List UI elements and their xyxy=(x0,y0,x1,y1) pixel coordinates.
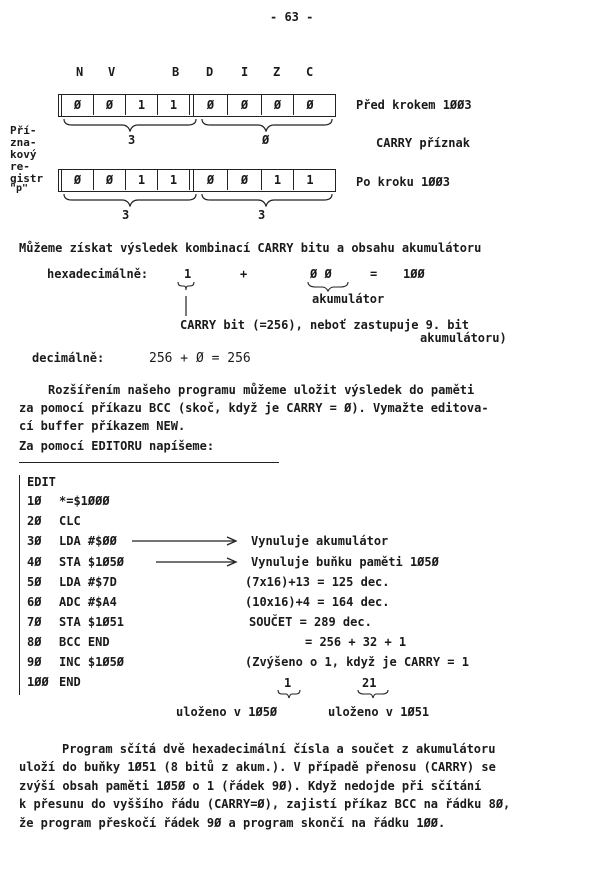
reg-before-bit-5: 1 xyxy=(126,95,158,115)
para2-line-5: že program přeskočí řádek 9Ø a program skončí na řádku 1ØØ. xyxy=(19,816,446,830)
reg-before-bit-1: Ø xyxy=(262,95,294,115)
reg-after-bit-7: Ø xyxy=(62,170,94,190)
flag-n: N xyxy=(76,65,84,79)
hex-after-left: 3 xyxy=(122,208,130,222)
flag-v: V xyxy=(108,65,116,79)
stored-label-1050: uloženo v 1Ø5Ø xyxy=(176,705,278,719)
hex-plus: + xyxy=(240,267,248,281)
hex-a: 1 xyxy=(184,267,192,281)
hex-result: 1ØØ xyxy=(403,267,425,281)
register-after xyxy=(58,169,336,192)
register-after-label: Po kroku 1ØØ3 xyxy=(356,175,450,189)
hex-before-left: 3 xyxy=(128,133,136,147)
flag-c: C xyxy=(306,65,314,79)
result-digit-b: 21 xyxy=(362,676,377,690)
note-accumulator: akumulátor xyxy=(312,292,385,306)
para1-line-2: za pomocí příkazu BCC (skoč, když je CARRY = Ø). Vymažte editova- xyxy=(19,401,489,415)
flag-z: Z xyxy=(273,65,281,79)
register-before-label: Před krokem 1ØØ3 xyxy=(356,98,472,112)
register-before xyxy=(58,94,336,117)
flag-b: B xyxy=(172,65,180,79)
hex-b: Ø Ø xyxy=(310,267,332,281)
reg-after-bit-2: Ø xyxy=(228,170,262,190)
reg-after-bit-0: 1 xyxy=(306,173,314,187)
reg-after-bit-5: 1 xyxy=(126,170,158,190)
para2-line-4: k přesunu do vyššího řádu (CARRY=Ø), zajistí příkaz BCC na řádku 8Ø, xyxy=(19,797,511,811)
hex-after-right: 3 xyxy=(258,208,266,222)
intro-line: Můžeme získat výsledek kombinací CARRY bitu a obsahu akumulátoru xyxy=(19,241,482,255)
reg-before-bit-3: Ø xyxy=(194,95,228,115)
brace-after xyxy=(62,193,334,207)
reg-after-bit-6: Ø xyxy=(94,170,126,190)
reg-before-bit-6: Ø xyxy=(94,95,126,115)
para1-line-4: Za pomocí EDITORU napíšeme: xyxy=(19,439,215,453)
hex-before-right: Ø xyxy=(262,133,270,147)
flag-i: I xyxy=(241,65,249,79)
hex-label: hexadecimálně: xyxy=(47,267,149,281)
reg-before-bit-7: Ø xyxy=(62,95,94,115)
para2-line-3: zvýší obsah paměti 1Ø5Ø o 1 (řádek 9Ø). Když nedojde při sčítání xyxy=(19,779,482,793)
note-carry-1: CARRY bit (=256), neboť zastupuje 9. bit xyxy=(180,318,469,332)
para1-line-3: cí buffer příkazem NEW. xyxy=(19,419,186,433)
reg-before-bit-4: 1 xyxy=(158,95,190,115)
dec-label: decimálně: xyxy=(32,351,105,365)
code-arrows xyxy=(130,534,240,574)
brace-before xyxy=(62,118,334,132)
reg-after-bit-1: 1 xyxy=(262,170,294,190)
hex-eq: = xyxy=(370,267,378,281)
stored-label-1051: uloženo v 1Ø51 xyxy=(328,705,430,719)
reg-before-bit-2: Ø xyxy=(228,95,262,115)
code-box-line xyxy=(19,475,20,695)
reg-after-bit-3: Ø xyxy=(194,170,228,190)
para2-line-1: Program sčítá dvě hexadecimální čísla a součet z akumulátoru xyxy=(62,742,496,756)
result-braces xyxy=(276,689,396,701)
para2-line-2: uloží do buňky 1Ø51 (8 bitů z akum.). V případě přenosu (CARRY) se xyxy=(19,760,496,774)
flag-d: D xyxy=(206,65,214,79)
reg-before-bit-0: Ø xyxy=(306,98,314,112)
page-number: - 63 - xyxy=(270,10,314,24)
code-box-top xyxy=(19,462,279,463)
dec-expr: 256 + Ø = 256 xyxy=(149,351,251,366)
para1-line-1: Rozšířením našeho programu můžeme uložit výsledek do paměti xyxy=(48,383,475,397)
carry-label: CARRY příznak xyxy=(376,136,470,150)
note-carry-2: akumulátoru) xyxy=(420,331,507,345)
reg-after-bit-4: 1 xyxy=(158,170,190,190)
result-digit-a: 1 xyxy=(284,676,292,690)
